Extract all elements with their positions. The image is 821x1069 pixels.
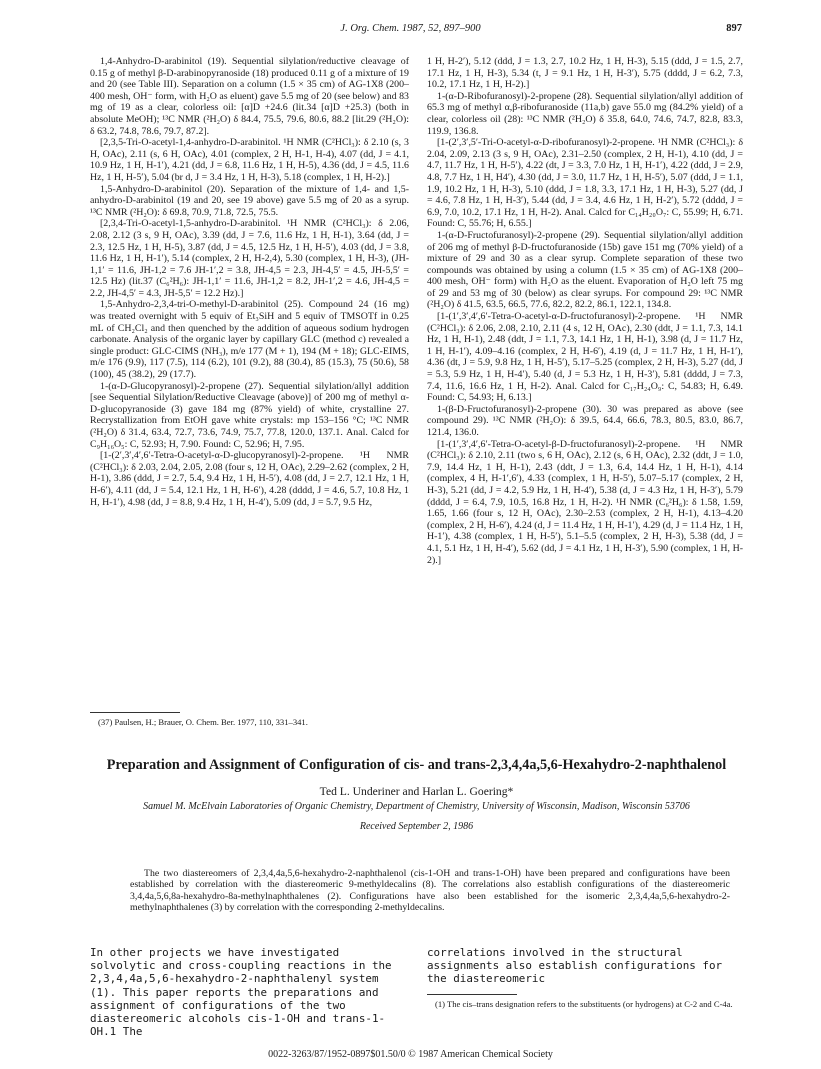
paragraph: 1,4-Anhydro-D-arabinitol (19). Sequential silylation/reductive cleavage of 0.15 g of methyl β-D-arabinopyranoside (18) produced 0.11 g of a mixture of 19 and 20 (see Table III). Separation on a column (1.5 × 35 cm) of AG-1X8 (200–400 mesh, OH⁻ form, with H₂O as eluent) gave 5.5 mg of 20 (see below) and 83 mg of 19 as a clear, colorless oil: [α]D +24.6 (lit.34 [α]D +25.3) (both in absolute MeOH); ¹³C NMR (²H₂O) δ 84.4, 75.5, 79.6, 80.6, 88.2 [lit.29 (²H₂O): δ 63.2, 74.8, 78.6, 79.7, 87.2]. — [90, 56, 409, 137]
paragraph: 1,5-Anhydro-2,3,4-tri-O-methyl-D-arabinitol (25). Compound 24 (16 mg) was treated overnight with 5 equiv of Et₃SiH and 5 equiv of TMSOTf in 0.25 mL of CH₂Cl₂ and then quenched by the addition of aqueous sodium hydrogen carbonate. Analysis of the organic layer by capillary GLC (method c) revealed a single product: GLC-CIMS (NH₃), m/e 177 (M + 1), 194 (M + 18); GLC-EIMS, m/e 176 (9.9), 117 (7.5), 114 (6.2), 101 (9.2), 88 (30.4), 85 (15.3), 75 (50.6), 58 (100), 45 (38.2), 29 (17.7). — [90, 299, 409, 381]
intro-right-column: correlations involved in the structural assignments also establish configurations for the diastereomeric — [427, 946, 723, 986]
left-text-column — [90, 56, 409, 508]
copyright-footer: 0022-3263/87/1952-0897$01.50/0 © 1987 American Chemical Society — [268, 1049, 553, 1060]
paragraph: 1-(α-D-Glucopyranosyl)-2-propene (27). Sequential silylation/allyl addition [see Sequential Silylation/Reductive Cleavage (above)] of 200 mg of methyl α-D-glucopyranoside (3) gave 184 mg (87% yield) of white, crystalline 27. Recrystallization from EtOH gave white crystals: mp 153–156 °C; ¹³C NMR (²H₂O) δ 31.4, 63.4, 72.7, 73.6, 74.9, 75.7, 77.8, 120.0, 137.1. Anal. Calcd for C₉H₁₆O₅: C, 52.93; H, 7.90. Found: C, 52.96; H, 7.95. — [90, 380, 409, 450]
abstract: The two diastereomers of 2,3,4,4a,5,6-hexahydro-2-naphthalenol (cis-1-OH and trans-1-OH) have been prepared and configurations have been established by correlation with the diastereomeric 9-methyldecalins (8). The correlations also establish configurations of the diastereomeric 3,4,4a,5,6,8a-hexahydro-8a-methylnaphthalenes (2). Configurations have also been established for the isomeric 2,3,4,4a,5,6-hexahydro-2-methylnaphthalenes (3) by correlation with the corresponding 2-methyldecalins. — [130, 868, 730, 914]
paragraph: [1-(1′,3′,4′,6′-Tetra-O-acetyl-β-D-fructofuranosyl)-2-propene. ¹H NMR (C²HCl₃): δ 2.10, 2.11 (two s, 6 H, OAc), 2.12 (s, 6 H, OAc), 2.32 (ddt, J = 1.0, 7.9, 14.4 Hz, 1 H, H-1), 2.43 (ddt, J = 1.3, 6.4, 14.4 Hz, 1 H, H-1), 4.14 (complex, 4 H, H-1′,6′), 4.33 (complex, 1 H, H-5′), 5.07–5.17 (complex, 2 H, H-3), 5.21 (dd, J = 4.2, 5.9 Hz, 1 H, H-4′), 5.38 (d, J = 4.3 Hz, 1 H, H-3′), 5.79 (dddd, J = 6.4, 7.9, 10.5, 16.8 Hz, 1 H, H-2). ¹H NMR (C₆²H₆): δ 1.58, 1.59, 1.65, 1.66 (four s, 12 H, OAc), 2.30–2.53 (complex, 2 H, H-1), 4.13–4.20 (complex, 2 H, H-6′), 4.24 (d, J = 11.4 Hz, 1 H, H-1′), 4.29 (d, J = 11.4 Hz, 1 H, H-1′), 4.38 (complex, 1 H, H-5′), 5.1–5.5 (complex, 2 H, H-3), 5.38 (dd, J = 4.1, 5.1 Hz, 1 H, H-4′), 5.62 (dd, J = 4.1 Hz, 1 H, H-3′), 5.90 (complex, 1 H, H-2).] — [427, 438, 743, 566]
paragraph: [1-(2′,3′,4′,6′-Tetra-O-acetyl-α-D-glucopyranosyl)-2-propene. ¹H NMR (C²HCl₃): δ 2.03, 2.04, 2.05, 2.08 (four s, 12 H, OAc), 2.29–2.62 (complex, 2 H, H-1), 3.86 (ddd, J = 2.7, 5.4, 9.4 Hz, 1 H, H-5′), 4.08 (dd, J = 2.7, 12.1 Hz, 1 H, H-6′), 4.11 (dd, J = 5.4, 12.1 Hz, 1 H, H-6′), 4.28 (dddd, J = 4.6, 5.7, 10.8 Hz, 1 H, H-1′), 4.98 (dd, J = 8.8, 9.4 Hz, 1 H, H-4′), 5.09 (dd, J = 5.7, 9.5 Hz, — [90, 450, 409, 508]
affiliation: Samuel M. McElvain Laboratories of Organic Chemistry, Department of Chemistry, University of Wisconsin, Madison, Wisconsin 53706 — [143, 801, 690, 812]
author-list: Ted L. Underiner and Harlan L. Goering* — [319, 785, 514, 798]
paragraph: 1,5-Anhydro-D-arabinitol (20). Separation of the mixture of 1,4- and 1,5-anhydro-D-arabinitol (19 and 20, see 19 above) gave 5.5 mg of 20 as a syrup. ¹³C NMR (²H₂O): δ 69.8, 70.9, 71.8, 72.5, 75.5. — [90, 183, 409, 218]
article-header — [90, 755, 743, 832]
received-date: Received September 2, 1986 — [359, 821, 474, 832]
paragraph: [1-(1′,3′,4′,6′-Tetra-O-acetyl-α-D-fructofuranosyl)-2-propene. ¹H NMR (C²HCl₃): δ 2.06, 2.08, 2.10, 2.11 (4 s, 12 H, OAc), 2.30 (ddt, J = 1.1, 7.3, 14.1 Hz, 1 H, H-1), 2.48 (ddt, J = 1.1, 7.3, 14.1 Hz, 1 H, H-1), 3.98 (d, J = 11.7 Hz, 1 H, H-1′), 4.09–4.16 (complex, 2 H, H-6′), 4.19 (d, J = 11.7 Hz, 1 H, H-1′), 4.36 (dt, J = 5.9, 9.8 Hz, 1 H, H-5′), 5.17–5.25 (complex, 2 H, H-3), 5.27 (dd, J = 5.3, 5.9 Hz, 1 H, H-4′), 5.40 (d, J = 5.3 Hz, 1 H, H-3′), 5.81 (dddd, J = 7.3, 7.4, 11.6, 16.6 Hz, 1 H, H-2). Anal. Calcd for C₁₇H₂₄O₉: C, 54.83; H, 6.49. Found: C, 54.93; H, 6.13.] — [427, 311, 743, 404]
footnote-rule — [90, 712, 180, 713]
paragraph: [2,3,5-Tri-O-acetyl-1,4-anhydro-D-arabinitol. ¹H NMR (C²HCl₃): δ 2.10 (s, 3 H, OAc), 2.11 (s, 6 H, OAc), 4.01 (complex, 2 H, H-1, H-4), 4.07 (dd, J = 4.1, 10.9 Hz, 1 H, H-1′), 4.21 (dd, J = 6.8, 11.6 Hz, 1 H, H-5), 4.36 (dd, J = 4.5, 11.6 Hz, 1 H, H-5′), 5.04 (br d, J = 3.4 Hz, 1 H, H-3), 5.18 (complex, 1 H, H-2).] — [90, 137, 409, 183]
paragraph: [2,3,4-Tri-O-acetyl-1,5-anhydro-D-arabinitol. ¹H NMR (C²HCl₃): δ 2.06, 2.08, 2.12 (3 s, 9 H, OAc), 3.39 (dd, J = 7.6, 11.6 Hz, 1 H, H-1), 3.64 (dd, J = 2.3, 12.5 Hz, 1 H, H-5), 3.87 (dd, J = 4.5, 12.5 Hz, 1 H, H-5′), 4.03 (dd, J = 3.8, 11.6 Hz, 1 H, H-1′), 5.14 (complex, 2 H, H-2,4), 5.30 (complex, 1 H, H-3), (JH-1,1′ = 11.6, JH-1,2 = 7.6 JH-1′,2 = 3.8, JH-4,5 = 2.3, JH-4,5′ = 4.5, JH-5,5′ = 12.5 Hz) (lit.37 (C₆²H₆): JH-1,1′ = 11.6, JH-1,2 = 8.2, JH-1′,2 = 4.6, JH-4,5 = 2.2, JH-4,5′ = 4.3, JH-5,5′ = 12.2 Hz).] — [90, 218, 409, 299]
running-header: J. Org. Chem. 1987, 52, 897–900 — [340, 23, 481, 34]
footnote-rule — [427, 994, 517, 995]
footnote-1: (1) The cis–trans designation refers to the substituents (or hydrogens) at C-2 and C-4a. — [435, 999, 733, 1009]
paragraph: 1 H, H-2′), 5.12 (ddd, J = 1.3, 2.7, 10.2 Hz, 1 H, H-3), 5.15 (ddd, J = 1.5, 2.7, 17.1 Hz, 1 H, H-3), 5.34 (t, J = 9.1 Hz, 1 H, H-3′), 5.75 (dddd, J = 6.2, 7.3, 10.2, 17.1 Hz, 1 H, H-2).] — [427, 56, 743, 91]
paragraph: 1-(α-D-Fructofuranosyl)-2-propene (29). Sequential silylation/allyl addition of 206 mg of methyl β-D-fructofuranoside (15b) gave 151 mg (70% yield) of a mixture of 29 and 30 as a clear syrup. Complete separation of these two compounds was obtained by using a column (1.5 × 35 cm) of AG-1X8 (200–400 mesh, OH⁻ form) with H₂O as the eluent. Evaporation of H₂O left 75 mg of 29 and 53 mg of 30 (below) as clear syrups. For compound 29: ¹³C NMR (²H₂O) δ 41.5, 63.5, 66.5, 77.6, 82.2, 82.2, 86.1, 122.1, 134.8. — [427, 229, 743, 311]
paragraph: [1-(2′,3′,5′-Tri-O-acetyl-α-D-ribofuranosyl)-2-propene. ¹H NMR (C²HCl₃): δ 2.04, 2.09, 2.13 (3 s, 9 H, OAc), 2.31–2.50 (complex, 2 H, H-1), 4.10 (dd, J = 4.7, 11.7 Hz, 1 H, H-5′), 4.22 (dt, J = 3.3, 7.0 Hz, 1 H, H-1′), 4.22 (ddd, J = 2.9, 4.8, 7.7 Hz, 1 H, H4′), 4.30 (dd, J = 3.0, 11.7 Hz, 1 H, H-5′), 5.07 (ddd, J = 1.1, 1.9, 10.2 Hz, 1 H, H-3), 5.10 (ddd, J = 1.8, 3.3, 17.1 Hz, 1 H, H-3), 5.27 (dd, J = 4.6, 7.8 Hz, 1 H, H-3′), 5.44 (dd, J = 3.4, 4.6 Hz, 1 H, H-2′), 5.72 (dddd, J = 6.9, 7.0, 10.2, 17.1 Hz, 1 H, H-2). Anal. Calcd for C₁₄H₂₀O₇: C, 55.99; H, 6.71. Found: C, 55.76; H, 6.55.] — [427, 137, 743, 230]
right-text-column — [427, 56, 743, 566]
article-title: Preparation and Assignment of Configuration of cis- and trans-2,3,4,4a,5,6-Hexahydro-2-naphthalenol — [106, 757, 727, 773]
page-number: 897 — [726, 23, 742, 34]
paragraph: 1-(β-D-Fructofuranosyl)-2-propene (30). 30 was prepared as above (see compound 29). ¹³C NMR (²H₂O): δ 39.5, 64.4, 66.6, 78.3, 80.5, 83.0, 86.7, 121.4, 136.0. — [427, 403, 743, 438]
footnote-37: (37) Paulsen, H.; Brauer, O. Chem. Ber. 1977, 110, 331–341. — [98, 717, 308, 727]
paragraph: 1-(α-D-Ribofuranosyl)-2-propene (28). Sequential silylation/allyl addition of 65.3 mg of methyl α,β-ribofuranoside (11a,b) gave 55.0 mg (84.2% yield) of a clear, colorless oil (28): ¹³C NMR (²H₂O) δ 35.8, 64.0, 74.6, 74.7, 82.8, 83.3, 119.9, 136.8. — [427, 90, 743, 137]
intro-left-column: In other projects we have investigated solvolytic and cross-coupling reactions in the 2,3,4,4a,5,6-hexahydro-2-naphthalenyl system (1). This paper reports the preparations and assignment of configurations of the two diastereomeric alcohols cis-1-OH and trans-1-OH.1 The — [90, 946, 392, 1039]
